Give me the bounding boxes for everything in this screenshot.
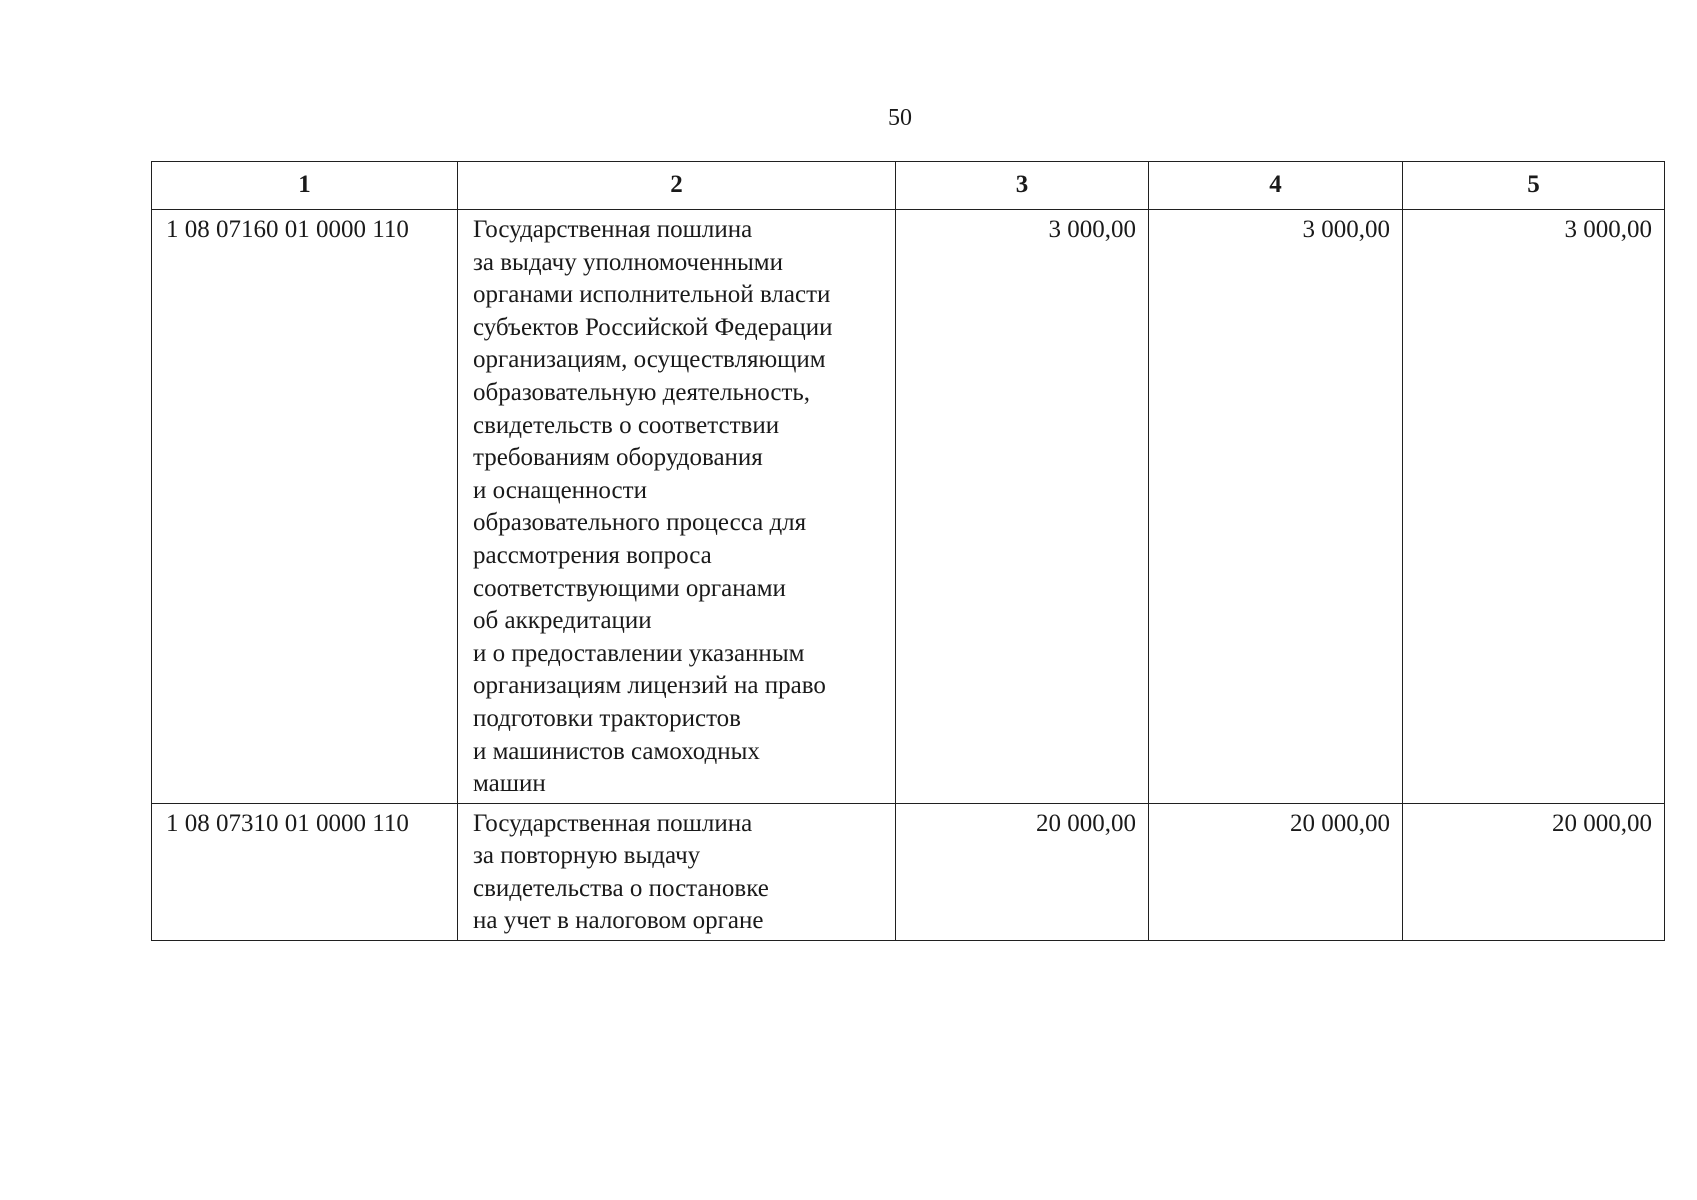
amount-cell-col4: 3 000,00 <box>1149 210 1403 804</box>
column-header-4: 4 <box>1149 162 1403 210</box>
description-cell: Государственная пошлина за повторную выдачу свидетельства о постановке на учет в налоговом органе <box>458 803 896 940</box>
table-row <box>152 210 1665 804</box>
budget-code-cell: 1 08 07160 01 0000 110 <box>152 210 458 804</box>
amount-cell-col3: 20 000,00 <box>896 803 1149 940</box>
table-row <box>152 803 1665 940</box>
column-header-3: 3 <box>896 162 1149 210</box>
column-header-5: 5 <box>1403 162 1665 210</box>
page-number: 50 <box>888 105 912 131</box>
amount-cell-col3: 3 000,00 <box>896 210 1149 804</box>
column-header-2: 2 <box>458 162 896 210</box>
column-header-1: 1 <box>152 162 458 210</box>
table-header-row <box>152 162 1665 210</box>
budget-code-cell: 1 08 07310 01 0000 110 <box>152 803 458 940</box>
description-cell: Государственная пошлина за выдачу уполномоченными органами исполнительной власти субъектов Российской Федерации организациям, осуществляющим образовательную деятельность, свидетельств о соответствии требованиям оборудования и оснащенности образовательного процесса для рассмотрения вопроса соответствующими органами об аккредитации и о предоставлении указанным организациям лицензий на право подготовки трактористов и машинистов самоходных машин <box>458 210 896 804</box>
budget-table <box>151 161 1665 941</box>
amount-cell-col5: 20 000,00 <box>1403 803 1665 940</box>
amount-cell-col4: 20 000,00 <box>1149 803 1403 940</box>
amount-cell-col5: 3 000,00 <box>1403 210 1665 804</box>
